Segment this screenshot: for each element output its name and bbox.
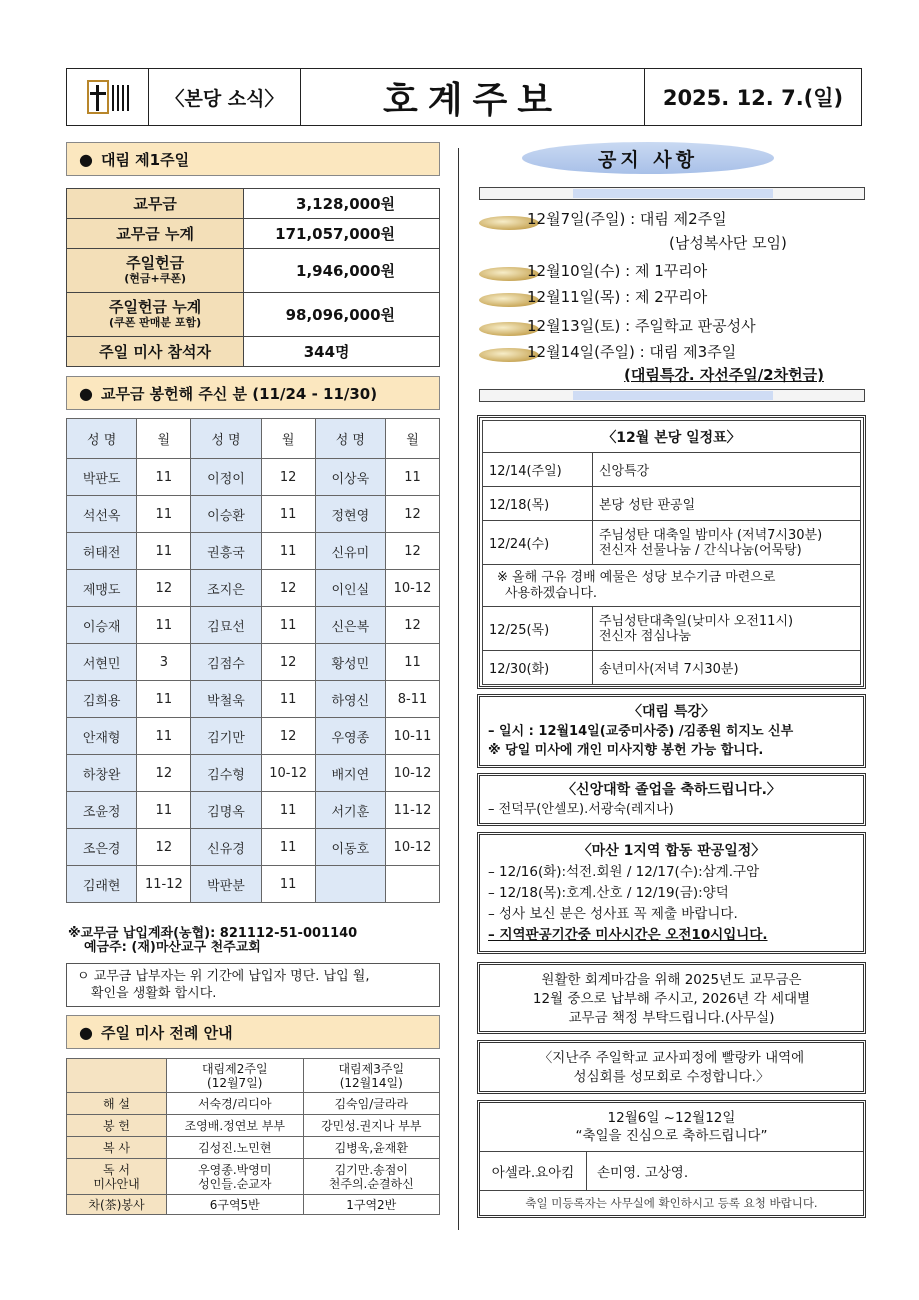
donor-month: 12 [261, 644, 315, 681]
mass-col-head: 대림제3주일 (12월14일) [303, 1059, 440, 1093]
donor-month: 11-12 [386, 792, 440, 829]
masthead [66, 68, 862, 126]
duty-cell: 김성진.노민현 [167, 1137, 304, 1159]
table-row [67, 607, 440, 644]
donor-name: 김묘선 [191, 607, 261, 644]
daerim-section-bar [66, 142, 440, 176]
donor-name: 박철욱 [191, 681, 261, 718]
offering-table [66, 188, 440, 367]
donor-note-line: 확인을 생활화 합시다. [91, 986, 217, 1001]
donors-title: 교무금 봉헌해 주신 분 (11/24 - 11/30) [100, 384, 378, 403]
donor-month: 11 [261, 792, 315, 829]
offer-label: 교무금 누계 [67, 219, 244, 249]
donor-name: 하영신 [315, 681, 385, 718]
donor-name: 이승재 [67, 607, 137, 644]
donor-month: 10-12 [386, 829, 440, 866]
donor-name: 서현민 [67, 644, 137, 681]
feast-row [480, 1151, 863, 1191]
donors-section-bar [66, 376, 440, 410]
donor-name: 배지연 [315, 755, 385, 792]
duty-cell: 서숙경/리디아 [167, 1093, 304, 1115]
offer-label: 주일 미사 참석자 [67, 337, 244, 367]
feast-box [477, 1100, 866, 1218]
donor-name [315, 866, 385, 903]
offer-value: 3,128,000원 [244, 189, 440, 219]
donor-name: 조윤정 [67, 792, 137, 829]
graduation-box [477, 773, 866, 826]
donor-month: 10-12 [386, 570, 440, 607]
daerim-title: 대림 제1주일 [100, 150, 190, 169]
donor-name: 조은경 [67, 829, 137, 866]
offer-value: 1,946,000원 [244, 249, 440, 293]
offer-value: 98,096,000원 [244, 293, 440, 337]
duty-cell: 김기만.송점이 천주의.순결하신 [303, 1159, 440, 1195]
section-label: 〈본당 소식〉 [149, 69, 301, 125]
correction-box [477, 1040, 866, 1094]
donor-name: 허태전 [67, 533, 137, 570]
duty-label: 차(茶)봉사 [67, 1195, 167, 1215]
donor-month: 10-12 [386, 755, 440, 792]
donor-note-box [66, 963, 440, 1007]
notice-item: 12월14일(주일) : 대림 제3주일 [527, 343, 737, 361]
table-row [67, 533, 440, 570]
donor-month: 12 [386, 533, 440, 570]
schedule-table [482, 420, 861, 685]
donor-note-line: ㅇ 교무금 납부자는 위 기간에 납입자 명단. 납입 월, [77, 969, 370, 984]
donor-month: 12 [137, 829, 191, 866]
confession-line: – 12/18(목):호계.산호 / 12/19(금):양덕 [488, 885, 729, 901]
table-row [67, 644, 440, 681]
graduation-title: 〈신앙대학 졸업을 축하드립니다.〉 [562, 782, 781, 798]
duty-label: 복 사 [67, 1137, 167, 1159]
duty-cell: 우영종.박영미 성인들.순교자 [167, 1159, 304, 1195]
notice-item: 12월11일(목) : 제 2꾸리아 [527, 288, 708, 306]
donor-name: 김수형 [191, 755, 261, 792]
offer-value: 344명 [244, 337, 440, 367]
donor-month: 11-12 [137, 866, 191, 903]
schedule-note: ※ 올해 구유 경배 예물은 성당 보수기금 마련으로 사용하겠습니다. [483, 565, 861, 607]
donor-name: 김기만 [191, 718, 261, 755]
schedule-date: 12/25(목) [483, 607, 593, 651]
offer-label: 주일헌금 누계 (쿠폰 판매분 포함) [67, 293, 244, 337]
feast-saint: 아셀라.요아킴 [480, 1152, 587, 1190]
donors-body [67, 419, 440, 903]
donor-name: 정현영 [315, 496, 385, 533]
notice-item: 12월10일(수) : 제 1꾸리아 [527, 262, 708, 280]
cross-logo-icon [84, 79, 132, 115]
table-row [67, 681, 440, 718]
table-row [67, 459, 440, 496]
accounting-line: 12월 중으로 납부해 주시고, 2026년 각 세대별 [532, 991, 811, 1007]
donor-month: 12 [386, 496, 440, 533]
duty-cell: 1구역2반 [303, 1195, 440, 1215]
duty-cell: 강민성.권지나 부부 [303, 1115, 440, 1137]
schedule-event: 본당 성탄 판공일 [593, 487, 861, 521]
donor-month: 11 [137, 792, 191, 829]
donor-month: 12 [137, 570, 191, 607]
donors-header-cell: 월 [386, 419, 440, 459]
donor-name: 조지은 [191, 570, 261, 607]
donors-table [66, 418, 440, 903]
donor-month: 8-11 [386, 681, 440, 718]
confession-box [477, 832, 866, 954]
notice-item-sub: (대림특강. 자선주일/2차헌금) [624, 366, 824, 384]
issue-date: 2025. 12. 7.(일) [662, 86, 844, 110]
donor-name: 박판도 [67, 459, 137, 496]
donor-name: 김점수 [191, 644, 261, 681]
bullet-icon: ● [79, 149, 93, 169]
donors-header-cell: 성 명 [191, 419, 261, 459]
donors-header-cell: 월 [261, 419, 315, 459]
schedule-title: 〈12월 본당 일정표〉 [483, 421, 861, 453]
donor-name: 석선옥 [67, 496, 137, 533]
donor-month: 11 [261, 496, 315, 533]
confession-title: 〈마산 1지역 합동 판공일정〉 [577, 843, 766, 859]
donor-name: 이승환 [191, 496, 261, 533]
schedule-date: 12/18(목) [483, 487, 593, 521]
accounting-line: 원활한 회계마감을 위해 2025년도 교무금은 [541, 972, 802, 988]
lecture-box [477, 694, 866, 768]
table-row [67, 866, 440, 903]
offer-value: 171,057,000원 [244, 219, 440, 249]
account-number: ※교무금 납입계좌(농협): 821112-51-001140 [68, 926, 358, 941]
donor-month: 11 [137, 459, 191, 496]
donor-month: 11 [386, 459, 440, 496]
donor-month: 12 [261, 570, 315, 607]
mass-section-bar [66, 1015, 440, 1049]
donor-month: 11 [137, 718, 191, 755]
donor-month: 11 [137, 496, 191, 533]
schedule-event: 주님성탄대축일(낮미사 오전11시) 전신자 점심나눔 [593, 607, 861, 651]
donor-month: 12 [137, 755, 191, 792]
feast-greeting: “축일을 진심으로 축하드립니다” [575, 1128, 768, 1144]
feast-names: 손미영. 고상영. [597, 1165, 689, 1181]
schedule-event: 송년미사(저녁 7시30분) [593, 651, 861, 685]
graduation-line: – 전덕무(안셀모).서광숙(레지나) [488, 802, 674, 817]
schedule-date: 12/24(수) [483, 521, 593, 565]
offer-label: 교무금 [67, 189, 244, 219]
lecture-line: – 일시 : 12월14일(교중미사중) /김종원 히지노 신부 [488, 724, 794, 739]
table-row [67, 496, 440, 533]
feast-period: 12월6일 ~12월12일 [607, 1110, 736, 1126]
notice-item: 12월7일(주일) : 대림 제2주일 [527, 210, 727, 228]
donor-name: 권흥국 [191, 533, 261, 570]
offer-label: 주일헌금 (현금+쿠폰) [67, 249, 244, 293]
schedule-date: 12/14(주일) [483, 453, 593, 487]
confession-line: – 지역판공기간중 미사시간은 오전10시입니다. [488, 927, 768, 943]
mass-duty-table [66, 1058, 440, 1215]
bullet-icon: ● [79, 383, 93, 403]
notice-item: 12월13일(토) : 주일학교 판공성사 [527, 317, 756, 335]
donor-month: 11 [261, 829, 315, 866]
correction-line: 성심회를 성모회로 수정합니다.〉 [573, 1069, 770, 1085]
account-info [68, 927, 357, 955]
donor-name: 김래현 [67, 866, 137, 903]
mass-col-head: 대림제2주일 (12월7일) [167, 1059, 304, 1093]
correction-line: 〈지난주 주일학교 교사피정에 빨랑카 내역에 [538, 1050, 805, 1066]
notice-rule-bottom [479, 389, 865, 402]
table-row [67, 755, 440, 792]
donor-name: 안재형 [67, 718, 137, 755]
donor-name: 신은복 [315, 607, 385, 644]
donors-header-row [67, 419, 440, 459]
lecture-line: ※ 당일 미사에 개인 미사지향 봉헌 가능 합니다. [488, 743, 764, 758]
donor-name: 이동호 [315, 829, 385, 866]
donor-name: 신유미 [315, 533, 385, 570]
mass-title: 주일 미사 전례 안내 [100, 1023, 233, 1042]
accounting-line: 교무금 책정 부탁드립니다.(사무실) [568, 1010, 775, 1026]
column-divider [458, 148, 459, 1230]
schedule-date: 12/30(화) [483, 651, 593, 685]
table-row [67, 718, 440, 755]
duty-label: 해 설 [67, 1093, 167, 1115]
donor-month: 11 [261, 866, 315, 903]
donor-name: 서기훈 [315, 792, 385, 829]
donor-month: 3 [137, 644, 191, 681]
feast-header [480, 1109, 863, 1145]
parish-logo [67, 69, 149, 125]
accounting-box [477, 962, 866, 1034]
schedule-event: 신앙특강 [593, 453, 861, 487]
table-row [67, 829, 440, 866]
donor-month: 10-12 [261, 755, 315, 792]
donor-month [386, 866, 440, 903]
account-holder: 예금주: (재)마산교구 천주교회 [84, 940, 261, 955]
duty-cell: 6구역5반 [167, 1195, 304, 1215]
notice-title: 공지 사항 [522, 142, 774, 174]
donor-name: 김명옥 [191, 792, 261, 829]
lecture-title: 〈대림 특강〉 [628, 704, 715, 720]
donor-month: 12 [261, 718, 315, 755]
bullet-icon: ● [79, 1022, 93, 1042]
donor-month: 11 [137, 607, 191, 644]
duty-cell: 조영배.정연보 부부 [167, 1115, 304, 1137]
mass-corner-cell [67, 1059, 167, 1093]
donor-name: 이상욱 [315, 459, 385, 496]
table-row [67, 792, 440, 829]
donor-name: 김희용 [67, 681, 137, 718]
donors-header-cell: 성 명 [67, 419, 137, 459]
donor-month: 11 [261, 607, 315, 644]
confession-line: – 성사 보신 분은 성사표 꼭 제출 바랍니다. [488, 906, 738, 922]
notice-item-sub: (남성복사단 모임) [669, 234, 787, 252]
donor-name: 황성민 [315, 644, 385, 681]
duty-label: 독 서 미사안내 [67, 1159, 167, 1195]
donor-month: 12 [386, 607, 440, 644]
schedule-event: 주님성탄 대축일 밤미사 (저녁7시30분) 전신자 선물나눔 / 간식나눔(어묵탕) [593, 521, 861, 565]
table-row [67, 570, 440, 607]
donor-name: 우영종 [315, 718, 385, 755]
donor-name: 하창완 [67, 755, 137, 792]
donor-name: 신유경 [191, 829, 261, 866]
donor-month: 11 [386, 644, 440, 681]
notice-rule-top [479, 187, 865, 200]
donor-name: 이인실 [315, 570, 385, 607]
donor-month: 11 [137, 533, 191, 570]
donor-name: 이정이 [191, 459, 261, 496]
duty-cell: 김숙임/글라라 [303, 1093, 440, 1115]
donor-month: 10-11 [386, 718, 440, 755]
donors-header-cell: 성 명 [315, 419, 385, 459]
donor-name: 제맹도 [67, 570, 137, 607]
donor-month: 11 [261, 533, 315, 570]
donor-month: 12 [261, 459, 315, 496]
donor-name: 박판분 [191, 866, 261, 903]
confession-line: – 12/16(화):석전.회원 / 12/17(수):삼계.구암 [488, 864, 760, 880]
donor-month: 11 [137, 681, 191, 718]
duty-label: 봉 헌 [67, 1115, 167, 1137]
donor-month: 11 [261, 681, 315, 718]
bulletin-title: 호계주보 [301, 69, 645, 125]
feast-footer: 축일 미등록자는 사무실에 확인하시고 등록 요청 바랍니다. [525, 1196, 818, 1210]
donors-header-cell: 월 [137, 419, 191, 459]
duty-cell: 김병욱,윤재환 [303, 1137, 440, 1159]
